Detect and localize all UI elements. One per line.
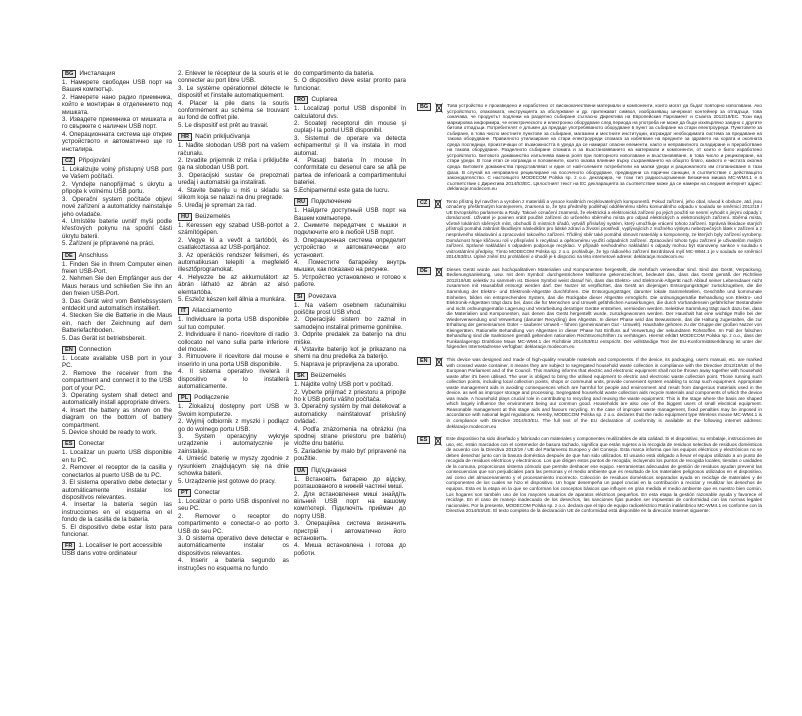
instruction-step: 5. Urządzenie jest gotowe do pracy. <box>178 477 276 485</box>
instruction-section <box>294 293 406 369</box>
instruction-step: 2. Снимите передатчик с мышки и подключите его в любой USB порт. <box>294 221 406 237</box>
section-title: Инсталация <box>79 70 116 77</box>
instruction-section <box>178 213 289 303</box>
section-heading <box>294 467 406 475</box>
instruction-step: 4. Helyezze be az akkumulátort az ábrán látható az ábrán az alsó elemtartóba. <box>178 273 289 296</box>
instruction-step: 1. Zlokalizuj dostępny port USB w Swoim komputerze. <box>178 403 289 418</box>
instruction-step: 1. Намерете свободен USB порт на Вашия компютър. <box>62 79 172 94</box>
instruction-step: 5. Zařízení je připravené na práci. <box>62 240 155 248</box>
instruction-step: 5. Uređaj je spreman za rad. <box>178 201 257 209</box>
instruction-step: 4. Podľa znázornenia na obrázku (na spodnej strane priestoru pre batériu) vložte dnu batériu. <box>294 425 406 448</box>
instruction-step: 4. Stavite bateriju u miš u skladu sa slikom koja se nalazi na dnu pregrade. <box>178 186 289 202</box>
instruction-step: 3. Odprite predalek za baterijo na dnu miške. <box>294 331 406 346</box>
section-title: Podłączenie <box>194 394 229 402</box>
section-heading <box>294 372 406 380</box>
section-title: Allacciamento <box>191 307 232 315</box>
instruction-section <box>294 467 406 557</box>
instruction-step: 1. Localizar un puerto USB disponible en tu PC. <box>62 449 172 464</box>
instruction-step: 5.Echipamentul este gata de lucru. <box>294 186 390 194</box>
instruction-step: 3. El sistema operativo debe detectar y automáticamente instalar los dispositivos relevantes. <box>62 479 172 501</box>
language-badge: PL <box>178 394 191 402</box>
instruction-step: 5. O dispositivo deve estar pronto para funcionar. <box>294 77 406 92</box>
instruction-step: 1. Locate available USB port in your PC. <box>62 355 172 370</box>
language-badge: ES <box>62 440 75 448</box>
instruction-step: 3. Операційна система визначить пристрій і автоматично його встановить. <box>294 520 406 542</box>
notice-text: Dieses Gerät wurde aus hochqualitativen Materialien und Komponenten hergestellt, die mehrfach verwendbar sind. Sind das Gerät, Verpackung, Bedienungsanleitung, usw. mit dem Symbol: durchgestrichene Mülltonne gekennzeichnet, bedeutet das, dass das Gerät gemäß der Richtlinie 2012/19/UE selektiv zu sammeln ist. Dieses Symbol weist darauf hin, dass das Elektro- und Elektronik-Altgerät nach Ablauf seiner Lebensdauer nicht zusammen mit Hausabfall entsorgt werden darf. Der Nutzer ist verpflichtet, das Gerät an diejenigen Entsorgungsträger zurückzugeben, die die Sammlung der Elektro- und Elektronik-Altgeräte durchführen. Die Entsorgungsträger, darunter lokale Sammelstellen, Geschäfte und kommunale Einheiten, bilden ein entsprechendes System, das die Rückgabe dieser Altgeräte ermöglicht. Die ordnungsgemäße Behandlung von Elektro- und Elektronik-Altgeräten trägt dazu bei, dass die für Menschen und Umwelt gefährlichen Auswirkungen, die durch Vorhandensein gefährlicher Bestandteile und nicht ordnungsgemäße Lagerung und Verarbeitung derartiger Geräte entstehen, vermieden werden. Selektive Sammlung trägt auch dazu bei, dass die Materialien und Komponenten, aus denen das Gerät hergestellt wurde, zurückgewonnen werden. Der Haushalt hat eine wichtige Rolle bei der Wiederverwendung und Verwertung (darunter Recycling) des Altgeräts. In dieser Phase wird das Bewusstsein, das die Haltung zugestalten, die zur Erhaltung der gemeinsamen Güter – sauberer Umwelt – führen (gemeinsamen Gut - Umwelt). Haushalte gehören zu der Gruppe der großen Nutzer von Kleingeräten. Rationelle Behandlung von Altgeräten in dieser Phase hat Einfluss auf Verwertung der sekundären Rohstoffen. Im Fall der falschen Behandlung sind die Sanktionen gemäß geltenden nationalen Rechtsvorschriften zu verhängen. Hiermit erklärt MODECOM Polska sp. z o.o., dass der Funkanlagentyp Drahtlose Maus MC-WM4.1 der Richtlinie 2014/53/EU entspricht. Der vollständige Text der EU-Konformitätserklärung ist unter der folgenden Internetadresse verfügbar: deklaracje.modecom.eu <box>446 266 762 350</box>
section-heading <box>178 133 289 141</box>
notice-row <box>417 357 762 429</box>
instruction-step: 4. Поместите батарейку внутрь мышки, как показано на рисунке. <box>294 258 406 274</box>
instruction-section <box>62 70 172 153</box>
disposal-notice <box>417 267 762 350</box>
instruction-section <box>294 70 406 92</box>
disposal-notice <box>417 199 762 260</box>
instruction-step: 5. Naprava je pripravljena za uporabo. <box>294 360 399 368</box>
section-title: Подключение <box>311 198 352 206</box>
section-title: 1. Localiser le port accessible USB dans votre ordinateur <box>62 542 163 558</box>
instruction-step: 2. Намерете нано радио приемника, който е монтиран в отделението под мишката. <box>62 93 172 116</box>
instruction-step: 2. Wyjmij odbiornik z myszki i podłącz go do wolnego portu USB. <box>178 418 289 433</box>
section-title: Під'єднання <box>311 466 347 474</box>
instruction-step: 2. Individuare il nano- ricevitore di radio collocato nel vano sulla parte inferiore del mouse. <box>178 331 289 353</box>
instruction-step: 2. Operacijski sistem bo zaznal in samodejno instaliral primerne gonilnike. <box>294 316 406 331</box>
instruction-section <box>294 372 406 462</box>
disposal-notice <box>417 103 762 192</box>
instruction-step: 2. Remove the receiver from the compartment and connect it to the USB port of your PC. <box>62 369 172 392</box>
section-title: Cuplarea <box>311 96 338 104</box>
instruction-step: 4. Il sistema operativo rivelerà il dispositivo e lo installerà automaticamente. <box>178 368 289 391</box>
instruction-step: 2. Vegye ki a vevőt a tartóból, és csatlakoztassa az USB-portjához. <box>178 236 289 252</box>
language-badge: CZ <box>62 157 75 165</box>
instruction-step: 1. Individuare la porta USB disponibile sul tuo computer. <box>178 316 289 331</box>
instruction-step: 3. Operačný systém by mal detekovať a automaticky nainštalovať príslušný ovládač. <box>294 403 406 426</box>
instruction-step: 1. Finden Sie in Ihrem Computer einen freien USB-Port. <box>62 260 172 275</box>
instruction-step: 4. Insert the battery as shown on the diagram on the bottom of battery compartment. <box>62 406 172 429</box>
instruction-step: 4. Stecken Sie die Batterie in die Maus ein, nach der Zeichnung auf dem Batteriefachboden. <box>62 312 172 335</box>
section-title: Način priključivanja <box>195 133 250 141</box>
instruction-step: 2. Для встановлення миші знайдіть вільний USB порт на вашому комп'ютері. Підключіть приймач до порту USB. <box>294 490 406 520</box>
section-title: Conectar <box>194 488 221 496</box>
language-badge: SI <box>294 293 305 301</box>
notice-text: Tento přístroj byl navržen a vyroben z materiálů a vysoce kvalitních recyklovatelných komponentů. Pokud zařízení, jeho obal, návod k obsluze, atd. jsou označeny přeškrtnutým kontejnerem, znamená to, že tyto předměty podléhají oddělenému sběru komunálního odpadu v souladu se směrnicí 2012/19 / UE Evropského parlamentu a Rady. Takové označení znamená, že elektrická a elektronická zařízení po jejich použití se nesmí vyhodit s jinými odpady z domácností. Uživatel je povinen vrátit použité zařízení do určeného sběrného místa pro odpad elektrických a elektronických zařízení. Sběrná místa, včetně lokálních sběrných míst, obchodů či místních úřadů, vytváří příslušný systém, který umožňuje vrácení tohoto zařízení. Správná likvidace starých přístrojů pomáhá zabránit škodlivým následkům pro lidské zdraví a životní prostředí, vyplývajících z možného výskytu nebezpečných látek v zařízení a z nesprávného skladování a zpracování takového zařízení. Tříděný sběr také pomáhá obnovit materiály a komponenty, ze kterých byly zařízení vyrobeny. Domácnost hraje klíčovou roli v přispívání k recyklaci a opětovnému využití odpadních zařízení. Zpracování tohoto typu zařízení je uživatelům malých zařízení. Správné nakládání s odpadem podporuje recyklaci. V případě nevhodného nakládání s odpady mohou být stanoveny sankce v souladu s vnitrostátními předpisy. Tímto MODECOM Polska sp. z o.o. prohlašuje, že typ rádiového zařízení Bezdrátová myš MC-WM4.1 je v souladu se směrnicí 2014/53/EU. Úplné znění EU prohlášení o shodě je k dispozici na této internetové adrese: deklaracje.modecom.eu <box>446 198 762 260</box>
language-badge: SK <box>294 372 308 380</box>
instruction-step: 5. Le dispositif est prêt au travail. <box>178 121 269 129</box>
section-title: Beüzemelés <box>310 372 346 380</box>
instructions-column-3 <box>294 70 406 561</box>
instruction-step: 3. Sistemul de operare va detecta echipamentul şi îl va instala în mod automat. <box>294 134 406 157</box>
section-heading <box>62 157 172 165</box>
section-heading <box>178 394 289 402</box>
section-heading <box>178 307 289 315</box>
instruction-step: 3. Operating system shall detect and automatically install appropriate drivers. <box>62 392 172 407</box>
instruction-step: 2. Enlever le récepteur de la souris et le connecter au port libre USB. <box>178 70 289 85</box>
instruction-section <box>294 198 406 288</box>
notice-row <box>417 199 762 260</box>
language-badge: RU <box>294 198 308 206</box>
instruction-section <box>178 133 289 209</box>
section-heading <box>178 213 289 221</box>
section-heading <box>294 96 406 104</box>
instruction-step: 2. Nehmen Sie den Empfänger aus der Maus heraus und schließen Sie ihn an den freien USB-Port. <box>62 275 172 298</box>
instruction-step: 5. Device should be ready to work. <box>62 429 157 437</box>
instruction-step: 5. Das Gerät ist betriebsbereit. <box>62 334 146 342</box>
instruction-section <box>62 440 172 538</box>
notice-row <box>417 103 762 192</box>
language-badge: IT <box>178 307 189 315</box>
instruction-step: 5. Устройство установлено и готово к работе. <box>294 273 406 289</box>
instruction-step: 1. Lokalizujte volný přístupný USB port ve Vašem počítači. <box>62 166 172 181</box>
instruction-step: 4. Операционната система ще открие устройството и автоматично ще го инсталира. <box>62 130 172 153</box>
section-title: Connection <box>78 346 112 353</box>
instruction-step: 1. Localizar o porto USB disponível no seu PC. <box>178 497 289 513</box>
notice-text: Това устройство е произведено и изработено от висококачествени материали и компоненти, които могат да бъдат повторно използвани. Ако устройството, опаковката, инструкцията за обслужване и др. притежават символ, изобразяващ зачеркнат контейнер за отпадъци, това означава, че продуктът подлежи на разделно събиране съгласно Директива на Европейския Парламент и Съвета 2012/19/ЕС. Този вид маркировка информира, че електрическото и електронно оборудване след периода на употреба не може да бъде изхвърляно заедно с другите битови отпадъци. Потребителят е длъжен да предаде употребяваното оборудване в пункт за събиране на стари електроуреди. Пунктовете за събиране, в това число местните пунктове за събиране, магазини и местните институции, изграждат необходимата система за предаване на такова оборудване. Правилното утилизиране на стари електроуреди спомага за избягване на вредните за здравето на хората и околната среда последици, произтичащи от възможността в уреда да се намират опасни елементи, както и неправилното складиране и преработване на такова оборудване. Разделното събиране спомага и за възстановяването на материали и компоненти, от които е било изработено устройството. Битовото домакинство изпълнява важна роля при повторното използване и възстановяване, в това число и рециклиране, на стари уреди. В този етап се изгражда и положените, които оказва влияние върху съхраняването на общото благо, каквото е чистата околна среда. Битовите домакинства представляват и един от най-големите потребители на малки уреди и рационалното им стопанисване в тази фаза. В случай на неправилно рециклиране на посоченото оборудване, предвидени са парични санкции, в съответствие с действащото законодателство. С настоящото MODECOM Polska sp. z o.o. декларира, че този тип радиосъоръжение Безжична мишка MC-WM4.1 е в съответствие с Директива 2014/53/ЕС. Цялостният текст на ЕС декларацията за съответствие може да се намери на следния интернет адрес: deklaracje.modecom.eu <box>447 103 762 192</box>
language-badge: RO <box>294 96 308 104</box>
section-title: Anschluss <box>78 251 108 259</box>
instruction-step: 1. Keressen egy szabad USB-portot a számítógépen. <box>178 221 289 237</box>
instruction-section <box>178 489 289 572</box>
language-badge: BG <box>62 70 76 78</box>
instruction-section <box>178 70 289 129</box>
language-badge: HR <box>178 133 192 141</box>
section-title: Beüzemelés <box>195 212 231 220</box>
language-badge: ES <box>417 436 430 444</box>
notice-text: This device was designed and made of high-quality reusable materials and components. If the device, its packaging, user's manual, etc. are marked with crossed waste container, it means they are subject to segregated household waste collection in compliance with the Directive 2012/19/UE of the European Parliament and of the Council. This marking informs that electric and electronic equipment shall not be thrown away together with household waste after it's been utilised. The user is obliged to bring the utilised equipment to electric and electronic waste collection point. Those running such collection points, including local collection points, shops or communal units, provide convenient system enabling to scrap such equipment. Appropriate waste management aids in avoiding consequences which are harmful for people and environment and result from dangerous materials used in the device, as well as improper storage and processing. Segregated household waste collection aids recycle materials and components of which the device was made. A household plays crucial role in contributing to recycling and reusing the waste equipment. This is the stage where the basis are shaped which largely influence the environment being our common good. Households are also one of the biggest users of small electrical equipment. Reasonable management at this stage aids and favours recycling. In the case of improper waste management, fixed penalties may be imposed in accordance with national legal regulations. Hereby, MODECOM Polska sp. z o.o. declares that the radio equipment type Wireless mouse MC-WM4.1 is in compliance with Directive 2014/53/EU. The full text of the EU declaration of conformity is available at the following internet address: deklaracje.modecom.eu <box>446 356 762 429</box>
section-heading <box>294 198 406 206</box>
language-badge: UA <box>294 467 308 475</box>
instruction-step: 3. Le système opérationnel détecte le dispositif et l’installe automatiquement. <box>178 84 289 100</box>
disposal-notice <box>417 357 762 429</box>
disposal-notice <box>417 436 762 514</box>
section-title: Připojování <box>78 157 111 165</box>
instruction-step: 4. Plasaţi bateria în mouse în conformitate cu desenul care se află pe partea de inferioară a compartimentului bateriei. <box>294 157 406 187</box>
instruction-step: 3. O sistema operativo deve detectar e automáticamente instalar os dispositivos relevantes. <box>178 534 289 557</box>
instruction-section <box>62 157 172 247</box>
language-badge: DE <box>417 267 431 275</box>
instruction-step: 1. Встановіть батарею до відсіку, розташованого в нижній частині миші. <box>294 475 406 491</box>
instruction-step: 3. Операционная система определит устройство и автоматически его установит. <box>294 236 406 259</box>
instruction-step: 2. Remover el receptor de la casilla y conectarlos al puerto USB de tu PC. <box>62 464 172 479</box>
instruction-step: 3. Извадете приемника от мишката и го свържете с наличен USB порт. <box>62 116 172 131</box>
instruction-step: 5. Zariadenie by malo byť pripravené na použitie. <box>294 447 406 463</box>
section-heading <box>294 293 406 301</box>
language-badge: EN <box>62 346 76 354</box>
instruction-step: 4. Inserir a bateria segundo as instruções no esquema no fundo <box>178 557 289 572</box>
instruction-step: 3. Operační system počítače objeví nové zařízení a automaticky nainstaluje jeho ovladače. <box>62 195 172 218</box>
instructions-column-1 <box>62 70 172 562</box>
instructions-column-2 <box>178 70 289 576</box>
notice-row <box>417 436 762 514</box>
instruction-step: 5. El dispositivo debe estar listo para funcionar. <box>62 523 172 538</box>
instruction-section <box>178 307 289 390</box>
instruction-step: 1. Найдите доступный USB порт на Вашем компьютере. <box>294 207 406 222</box>
instruction-step: 1. Nađite slobodan USB port na vašem računalu. <box>178 142 289 157</box>
instruction-step: 1. Nájdite voľný USB port v počítači. <box>294 381 394 389</box>
notice-text: Este dispositivo ha sido diseñado y fabricado con materiales y componentes reutilizables de alta calidad. Si el dispositivo, su embalaje, instrucciones de uso, etc. están marcados con el contenedor de basura tachado, significa que están sujetos a la recogida de residuos selectiva de residuos domésticos de acuerdo con la Directiva 2012/19 / UE del Parlamento Europeo y del Consejo. Esta marca informa que los equipos eléctricos y electrónicos no se deben desechar junto con la basura doméstica después de que han sido utilizados. El usuario está obligado a llevar el equipo utilizado a un punto de recogida de residuos eléctricos y electrónicos. Los que dirigen estos puntos de recogida, incluyendo los puntos de recogida locales, tiendas o unidades de la comuna, proporcionan sistema cómodo que permite deshacer ese equipo. Herramientas adecuadas de gestión de residuos ayudan prevenir las consecuencias que son perjudiciales para las personas y el medio ambiente que es resultado de los materiales peligrosos utilizados en el dispositivo, así como del almacenamiento y el procesamiento incorrecto. Colección de residuos domésticos separados ayuda en reciclaje de materiales y de componentes de los cuales se hizo el dispositivo. Un hogar desempeña un papel crucial en la contribución a reciclar y reutilizar los desechos de equipos. Esta es la etapa en la que se conforman los conceptos básicos que influyen en gran medida el medio ambiente que es nuestro bien común. Los hogares son también uno de los mayores usuarios de aparatos eléctricos pequeños. En esta etapa la gestión razonable ayuda y favorece el reciclaje. En el caso de manejo inadecuado de los desechos, las sanciones fijas pueden ser impuestas de conformidad con las normas legales nacionales. Por la presente, MODECOM Polska sp. z o.o. declara que el tipo de equipo radioeléctrico Ratón inalámbrico MC-WM4.1 es conforme con la Directiva 2014/53/UE. El texto completo de la declaración UE de conformidad está disponible en la dirección Internet siguiente: <box>446 436 762 514</box>
instruction-step: 4. Umieść baterię w myszy zgodnie z rysunkiem znajdującym się na dnie schowka baterii. <box>178 455 289 478</box>
section-heading <box>62 542 172 557</box>
instruction-step: do compartimento da bateria. <box>294 70 375 77</box>
instruction-step: 4. Миша встановлена і готова до роботи. <box>294 542 406 557</box>
instruction-step: 4. Placer la pile dans la souris conformément au schéma se trouvant au fond de coffret pile. <box>178 99 289 122</box>
instruction-section <box>62 252 172 342</box>
section-title: Povezava <box>308 292 337 300</box>
section-heading <box>178 489 289 497</box>
instruction-step: 3. System operacyjny wykryje urządzenie i automatycznie je zainstaluje. <box>178 433 289 455</box>
instruction-step: 5. Eszköz készen kell állnia a munkára. <box>178 295 286 303</box>
instruction-step: 1. Localizaţi portul USB disponibil în calculatorul dvs. <box>294 105 406 120</box>
instruction-step: 2. Izvadite prijemnik iz miša i priključite ga na slobodan USB port. <box>178 157 289 172</box>
crossed-bin-icon <box>434 436 442 446</box>
instruction-section <box>62 542 172 557</box>
section-heading <box>62 70 172 78</box>
instruction-step: 3. Operacijski sustav će prepoznati uređaj i automatski ga instalirati. <box>178 171 289 187</box>
instruction-step: 4. Vstavite baterijo kot je prikazano na shemi na dnu predelka za baterijo. <box>294 346 406 361</box>
language-badge: EN <box>417 357 431 365</box>
language-badge: DE <box>62 252 76 260</box>
language-badge: CZ <box>417 199 430 207</box>
instruction-step: 2. Vyberte prijímač z priestoru a pripojte ho k USB portu vášho počítača. <box>294 388 406 404</box>
section-heading <box>62 440 172 448</box>
notice-row <box>417 267 762 350</box>
section-heading <box>62 252 172 260</box>
instruction-step: 1. Na vašem osebnem računalniku poiščite prost USB vhod. <box>294 301 406 316</box>
instruction-step: 2. Remover o receptor do compartimento e conectar-o ao porto USB do seu PC. <box>178 512 289 535</box>
instruction-step: 2. Scoateţi receptorul din mouse şi cuplaţi-l la portul USB disponibil. <box>294 120 406 135</box>
language-badge: FR <box>62 542 75 550</box>
language-badge: HU <box>178 213 192 221</box>
section-title: Conectar <box>78 440 105 448</box>
crossed-bin-icon <box>435 357 443 367</box>
language-badge: BG <box>417 103 431 111</box>
instruction-step: 3. Rimuovere il ricevitore dal mouse e inserirlo in una porta USB disponibile. <box>178 353 289 368</box>
language-badge: PT <box>178 489 191 497</box>
instruction-step: 3. Das Gerät wird vom Betriebssystem entdeckt und automatisch installiert. <box>62 297 172 312</box>
instruction-step: 2. Vyndejte nanopřijímač s úkrytu a připojte k volnému USB portu. <box>62 180 172 196</box>
disposal-notices <box>417 103 762 521</box>
section-heading <box>62 346 172 354</box>
instruction-step: 4. Insertar la batería según las instrucciones en el esquema en el fondo de la casilla de la batería. <box>62 501 172 524</box>
instruction-section <box>294 96 406 194</box>
crossed-bin-icon <box>435 267 443 277</box>
instruction-section <box>62 346 172 436</box>
instruction-step: 4. Umístěte baterie uvnitř myši podle křesťových pokynu na spodní části úkrytu baterii. <box>62 217 172 240</box>
crossed-bin-icon <box>434 199 442 209</box>
instruction-step: 3. Az operációs rendszer felismeri, és automatikusan telepíti a megfelelő illesztőprogramokat. <box>178 251 289 274</box>
crossed-bin-icon <box>435 103 443 113</box>
instruction-section <box>178 394 289 484</box>
